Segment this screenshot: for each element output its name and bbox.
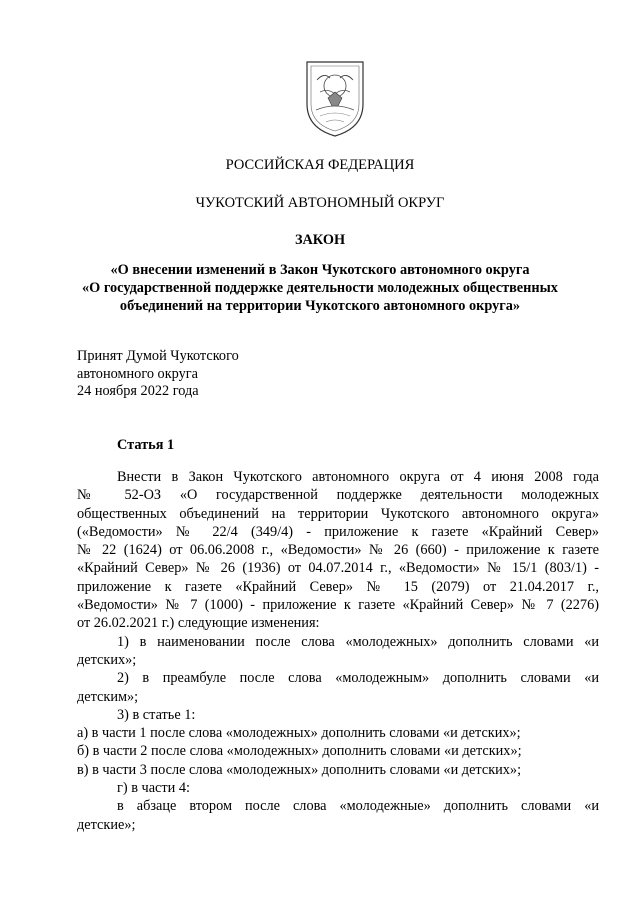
adoption-line: автономного округа	[77, 365, 198, 382]
paragraph-line: «Ведомости» № 7 (1000) - приложение к газете «Крайний Север» № 7 (2276)	[77, 597, 599, 614]
paragraph-line: («Ведомости» № 22/4 (349/4) - приложение к газете «Крайний Север»	[77, 523, 599, 540]
list-item-line: 2) в преамбуле после слова «молодежным» дополнить словами «и	[117, 670, 599, 687]
federation-heading: РОССИЙСКАЯ ФЕДЕРАЦИЯ	[225, 157, 415, 173]
paragraph-line: № 52-ОЗ «О государственной поддержке деятельности молодежных	[77, 487, 599, 504]
list-item-line: а) в части 1 после слова «молодежных» дополнить словами «и детских»;	[77, 725, 521, 742]
list-item-line: г) в части 4:	[117, 780, 190, 797]
law-title-line: объединений на территории Чукотского автономного округа»	[119, 298, 521, 314]
paragraph-line: № 22 (1624) от 06.06.2008 г., «Ведомости» № 26 (660) - приложение к газете	[77, 542, 599, 559]
list-item-line: детские»;	[77, 816, 136, 833]
law-title	[0, 261, 640, 315]
adoption-note	[77, 348, 239, 401]
paragraph-line: приложение к газете «Крайний Север» № 15 (2079) от 21.04.2017 г.,	[77, 578, 599, 595]
okrug-heading: ЧУКОТСКИЙ АВТОНОМНЫЙ ОКРУГ	[195, 195, 445, 211]
paragraph-line: от 26.02.2021 г.) следующие изменения:	[77, 615, 320, 632]
adoption-line: 24 ноября 2022 года	[77, 383, 199, 399]
adoption-line: Принят Думой Чукотского	[77, 348, 239, 364]
article-body	[77, 468, 599, 834]
list-item-line: детским»;	[77, 688, 139, 705]
list-item-line: 1) в наименовании после слова «молодежных» дополнить словами «и	[117, 633, 599, 650]
paragraph-line: общественных объединений на территории Чукотского автономного округа»	[77, 505, 599, 522]
document-type-heading: ЗАКОН	[294, 232, 346, 248]
paragraph-line: «Крайний Север» № 26 (1936) от 04.07.2014 г., «Ведомости» № 15/1 (803/1) -	[77, 560, 599, 577]
list-item-line: детских»;	[77, 651, 137, 668]
coat-of-arms-icon	[302, 58, 368, 138]
law-title-line: «О государственной поддержке деятельности молодежных общественных	[82, 280, 558, 296]
list-item-line: в абзаце втором после слова «молодежные» дополнить словами «и	[117, 798, 599, 815]
law-title-line: «О внесении изменений в Закон Чукотского автономного округа	[110, 262, 530, 278]
article-heading: Статья 1	[117, 437, 175, 453]
list-item-line: 3) в статье 1:	[117, 706, 196, 723]
list-item-line: в) в части 3 после слова «молодежных» дополнить словами «и детских»;	[77, 761, 522, 778]
paragraph-line: Внести в Закон Чукотского автономного округа от 4 июня 2008 года	[117, 469, 599, 485]
list-item-line: б) в части 2 после слова «молодежных» дополнить словами «и детских»;	[77, 743, 522, 760]
